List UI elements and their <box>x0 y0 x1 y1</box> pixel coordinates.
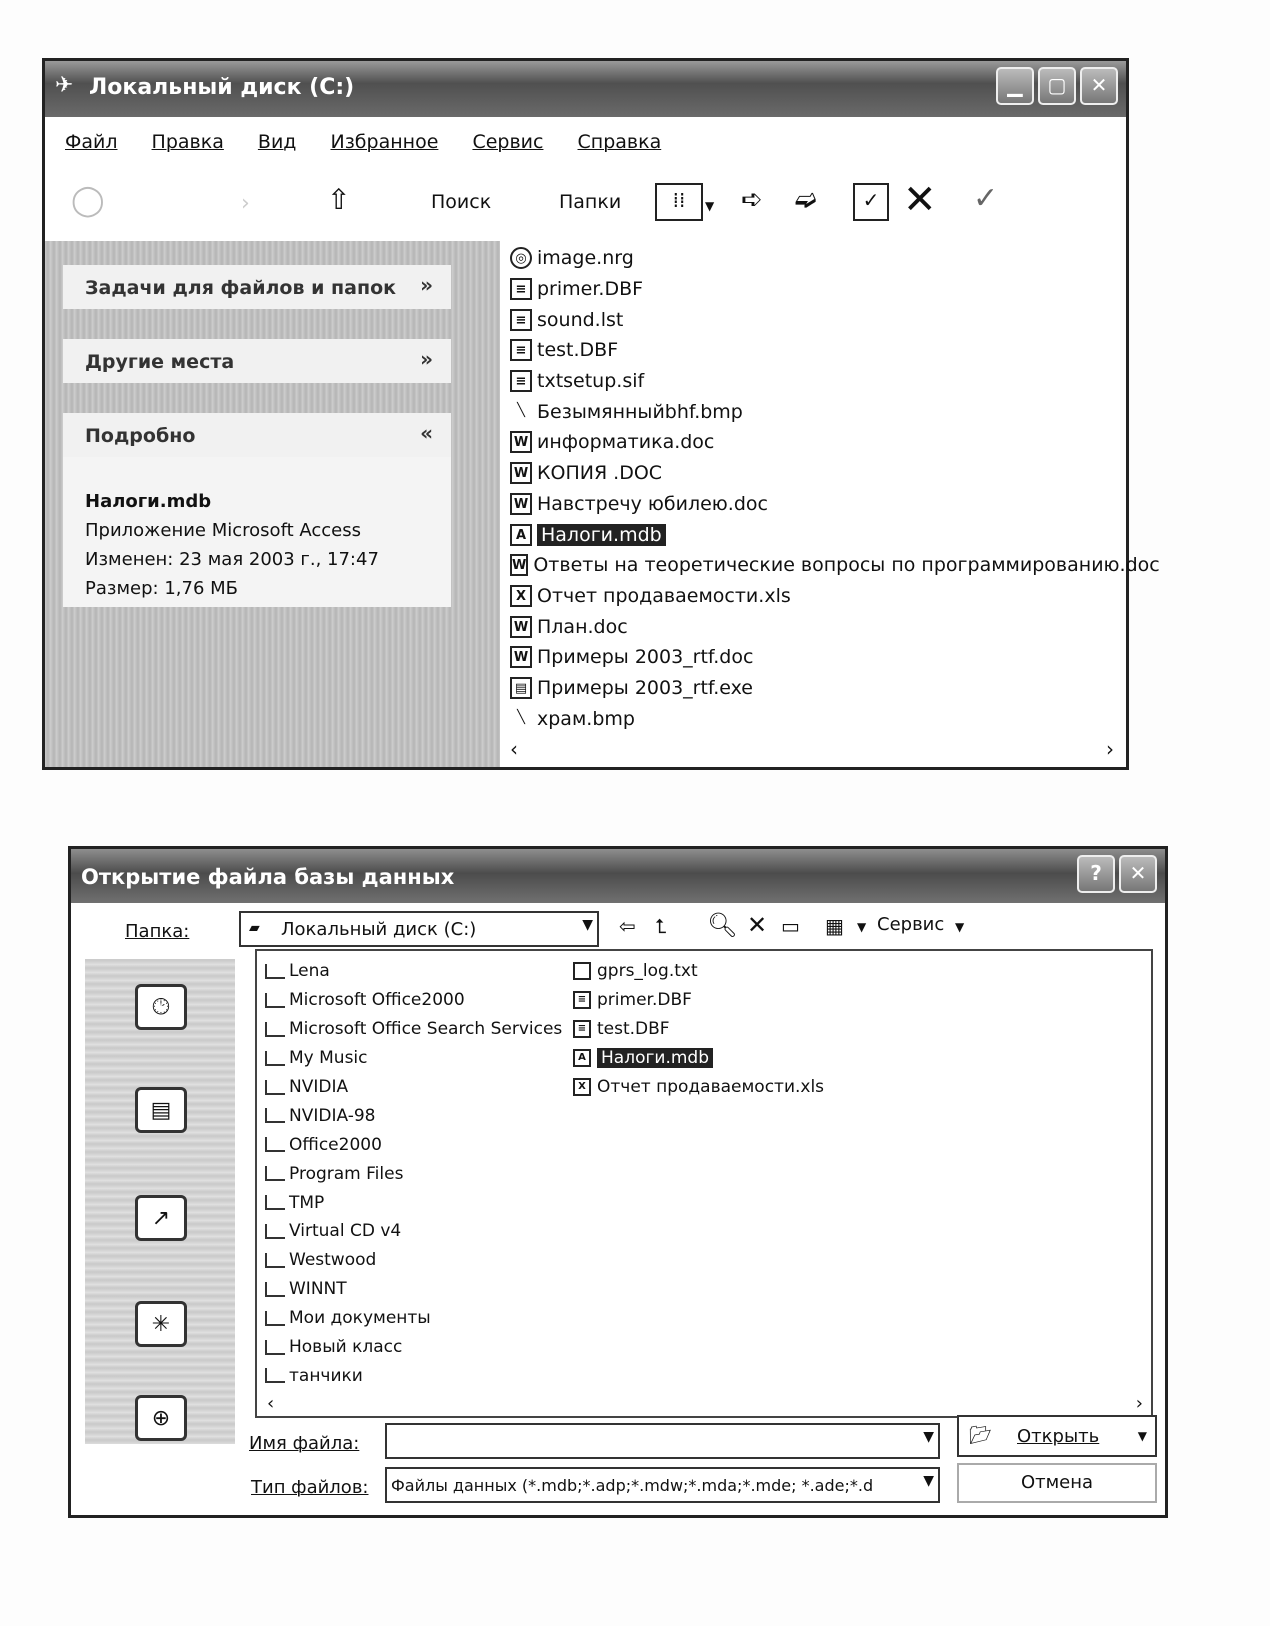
copy-to-icon[interactable]: ➫ <box>795 185 817 215</box>
file-item[interactable] <box>573 1044 824 1073</box>
word-doc-icon: W <box>510 462 532 484</box>
folder-icon <box>265 1051 285 1066</box>
folder-icon <box>265 1282 285 1297</box>
new-folder-icon[interactable]: ▭ <box>781 914 800 938</box>
folder-name: Westwood <box>289 1250 377 1271</box>
access-db-icon: A <box>510 524 532 546</box>
move-to-icon[interactable]: ➪ <box>741 185 763 215</box>
delete-icon[interactable]: ✕ <box>747 911 768 939</box>
file-name: gprs_log.txt <box>597 961 698 982</box>
details-panel <box>63 457 451 607</box>
file-name: КОПИЯ .DOC <box>537 462 663 485</box>
forward-icon[interactable]: › <box>241 191 250 216</box>
dbf-file-icon: ≡ <box>573 991 591 1009</box>
folder-item[interactable] <box>265 1159 562 1188</box>
file-item[interactable] <box>510 243 1150 274</box>
folder-icon <box>265 1137 285 1152</box>
scroll-right-icon[interactable]: › <box>1106 737 1114 761</box>
file-name: primer.DBF <box>597 990 692 1011</box>
check-icon[interactable]: ✓ <box>973 181 999 216</box>
folder-icon <box>265 993 285 1008</box>
folder-icon <box>265 1166 285 1181</box>
scroll-left-icon[interactable]: ‹ <box>267 1393 275 1414</box>
file-name: Примеры 2003_rtf.doc <box>537 646 754 669</box>
file-item[interactable] <box>510 458 1150 489</box>
folder-item[interactable] <box>265 986 562 1015</box>
details-modified: Изменен: 23 мая 2003 г., 17:47 <box>85 549 379 570</box>
folder-icon <box>265 1108 285 1123</box>
folder-name: Новый класс <box>289 1337 403 1358</box>
folder-name: Microsoft Office Search Services <box>289 1019 563 1040</box>
file-name: image.nrg <box>537 247 634 270</box>
file-name: test.DBF <box>537 339 619 362</box>
up-one-level-icon[interactable]: ⮤ <box>655 914 667 938</box>
scroll-left-icon[interactable]: ‹ <box>510 737 518 761</box>
chevron-down-icon[interactable]: ▼ <box>923 1429 934 1445</box>
file-item[interactable] <box>510 489 1150 520</box>
scroll-right-icon[interactable]: › <box>1135 1393 1143 1414</box>
file-name: sound.lst <box>537 308 624 331</box>
dialog-file-list <box>255 949 1153 1418</box>
up-folder-icon[interactable]: ⇧ <box>327 183 351 216</box>
favorites-folder-icon[interactable]: ✳ <box>135 1301 187 1347</box>
file-name: txtsetup.sif <box>537 370 645 393</box>
file-item[interactable] <box>510 581 1150 612</box>
folder-item[interactable] <box>265 957 562 986</box>
folder-name: Office2000 <box>289 1134 382 1155</box>
explorer-titlebar[interactable] <box>45 61 1126 117</box>
file-item[interactable] <box>573 1015 824 1044</box>
folder-name: танчики <box>289 1365 363 1386</box>
file-tasks-title: Задачи для файлов и папок <box>85 277 397 299</box>
file-name: primer.DBF <box>537 278 644 301</box>
menu-edit[interactable]: Правка <box>151 131 224 153</box>
file-name: Безымянныйbhf.bmp <box>537 400 743 423</box>
horizontal-scrollbar[interactable] <box>510 739 1120 761</box>
dbf-file-icon: ≡ <box>510 339 532 361</box>
folder-icon <box>265 1080 285 1095</box>
excel-file-icon: X <box>510 585 532 607</box>
file-item[interactable] <box>510 611 1150 642</box>
open-folder-icon: 📂︎ <box>969 1425 992 1446</box>
folder-icon <box>265 1224 285 1239</box>
file-column <box>573 957 824 1101</box>
file-name: информатика.doc <box>537 431 715 454</box>
folder-name: Microsoft Office2000 <box>289 990 465 1011</box>
folder-icon <box>265 1340 285 1355</box>
exe-file-icon: ▤ <box>510 677 532 699</box>
file-name: Налоги.mdb <box>537 524 666 546</box>
file-name: Отчет продаваемости.xls <box>597 1077 825 1097</box>
places-bar <box>85 959 235 1444</box>
folder-label: Папка: <box>125 921 190 942</box>
folder-name: My Music <box>289 1048 368 1069</box>
folder-item[interactable] <box>265 1361 562 1390</box>
filetype-combo[interactable] <box>385 1467 940 1503</box>
folder-item[interactable] <box>265 1304 562 1333</box>
file-item[interactable] <box>510 366 1150 397</box>
open-button-label: Открыть <box>1017 1426 1100 1447</box>
explorer-title: Локальный диск (C:) <box>89 75 355 100</box>
text-file-icon: ≡ <box>510 370 532 392</box>
folder-combo-value: Локальный диск (C:) <box>281 919 477 940</box>
details-size: Размер: 1,76 МБ <box>85 578 238 599</box>
menu-help[interactable]: Справка <box>577 131 662 153</box>
disc-image-icon: ◎ <box>510 247 532 269</box>
file-item[interactable] <box>510 550 1160 581</box>
folder-item[interactable] <box>265 1073 562 1102</box>
dbf-file-icon: ≡ <box>510 278 532 300</box>
properties-icon[interactable]: ✓ <box>853 183 889 221</box>
bitmap-icon: ╲ <box>517 402 525 418</box>
menu-file[interactable]: Файл <box>65 131 118 153</box>
dbf-file-icon: ≡ <box>573 1020 591 1038</box>
text-file-icon <box>573 962 591 980</box>
tools-menu[interactable]: Сервис <box>877 914 945 935</box>
folder-item[interactable] <box>265 1015 562 1044</box>
details-title: Подробно <box>85 425 196 447</box>
folder-icon <box>265 1022 285 1037</box>
word-doc-icon: W <box>510 616 532 638</box>
word-doc-icon: W <box>510 493 532 515</box>
folders-button[interactable]: Папки <box>559 191 622 213</box>
chevron-down-icon[interactable]: ▼ <box>582 917 593 933</box>
task-pane <box>45 241 500 767</box>
menu-bar <box>65 131 689 153</box>
dialog-title: Открытие файла базы данных <box>81 865 455 889</box>
dialog-titlebar[interactable] <box>71 849 1165 903</box>
details-filename: Налоги.mdb <box>85 491 212 512</box>
folder-icon <box>265 964 285 979</box>
folder-name: Мои документы <box>289 1308 431 1329</box>
folder-icon <box>265 1253 285 1268</box>
folder-icon <box>265 1368 285 1383</box>
file-name: Ответы на теоретические вопросы по программированию.doc <box>533 554 1160 577</box>
window-icon: ✈ <box>55 73 74 98</box>
folder-name: TMP <box>289 1192 325 1213</box>
folder-name: Lena <box>289 961 330 982</box>
file-list <box>510 243 1160 734</box>
menu-view[interactable]: Вид <box>257 131 297 153</box>
filetype-value: Файлы данных (*.mdb;*.adp;*.mdw;*.mda;*.mde; *.ade;*.d <box>391 1476 874 1495</box>
folder-name: Virtual CD v4 <box>289 1221 402 1242</box>
expand-chevron-icon[interactable]: » <box>420 273 433 297</box>
file-name: План.doc <box>537 615 628 638</box>
text-file-icon: ≡ <box>510 309 532 331</box>
delete-icon[interactable]: ✕ <box>903 177 937 223</box>
my-documents-folder-icon[interactable]: ▤ <box>135 1087 187 1133</box>
word-doc-icon: W <box>510 431 532 453</box>
folder-item[interactable] <box>265 1217 562 1246</box>
file-item[interactable] <box>510 673 1150 704</box>
file-name: Налоги.mdb <box>597 1048 713 1068</box>
folder-icon <box>265 1195 285 1210</box>
open-dropdown-icon[interactable]: ▼ <box>1137 1429 1147 1443</box>
file-item[interactable] <box>510 274 1150 305</box>
file-name: Навстречу юбилею.doc <box>537 492 768 515</box>
file-item[interactable] <box>510 427 1150 458</box>
explorer-window <box>42 58 1160 770</box>
expand-chevron-icon[interactable]: » <box>420 347 433 371</box>
desktop-icon[interactable]: ↗ <box>135 1195 187 1241</box>
search-button[interactable]: Поиск <box>431 191 492 213</box>
tools-dropdown-icon[interactable]: ▼ <box>955 920 965 934</box>
folder-icon <box>265 1311 285 1326</box>
excel-file-icon: X <box>573 1078 591 1096</box>
views-icon[interactable]: ⁞⁞ <box>655 183 703 221</box>
file-name: Отчет продаваемости.xls <box>537 584 791 607</box>
cancel-button-label: Отмена <box>1020 1472 1094 1493</box>
search-web-icon[interactable]: 🔍︎ <box>707 911 738 939</box>
other-places-title: Другие места <box>85 351 235 373</box>
open-dialog <box>68 846 1168 1518</box>
views-icon[interactable]: ▦ <box>825 914 844 938</box>
close-button[interactable]: ✕ <box>1080 67 1118 105</box>
folder-name: NVIDIA <box>289 1077 349 1097</box>
folder-column <box>265 957 562 1390</box>
menu-favorites[interactable]: Избранное <box>330 131 439 153</box>
menu-tools[interactable]: Сервис <box>472 131 544 153</box>
file-tasks-panel[interactable] <box>63 265 451 309</box>
back-arrow-icon[interactable]: ⇦ <box>619 914 636 938</box>
file-item[interactable] <box>510 396 1150 427</box>
history-folder-icon[interactable]: 🕑︎ <box>135 984 187 1030</box>
word-doc-icon: W <box>510 646 532 668</box>
folder-name: Program Files <box>289 1163 404 1184</box>
folder-item[interactable] <box>265 1188 562 1217</box>
folder-item[interactable] <box>265 1101 562 1130</box>
toolbar <box>45 179 1126 235</box>
file-item[interactable] <box>510 703 1150 734</box>
filetype-label: Тип файлов: <box>251 1477 369 1498</box>
file-item[interactable] <box>510 335 1150 366</box>
filename-combo[interactable] <box>385 1423 940 1459</box>
details-filetype: Приложение Microsoft Access <box>85 520 361 541</box>
file-item[interactable] <box>510 642 1150 673</box>
maximize-button[interactable]: ▢ <box>1038 67 1076 105</box>
file-item[interactable] <box>510 304 1150 335</box>
drive-icon: ▰ <box>249 920 260 936</box>
folder-name: NVIDIA-98 <box>289 1105 376 1126</box>
folder-item[interactable] <box>265 1044 562 1073</box>
file-name: Примеры 2003_rtf.exe <box>537 676 753 699</box>
details-panel-header[interactable] <box>63 413 451 457</box>
file-item[interactable] <box>573 1073 824 1102</box>
network-places-icon[interactable]: ⊕ <box>135 1395 187 1441</box>
views-dropdown-icon[interactable]: ▼ <box>857 920 867 934</box>
folder-item[interactable] <box>265 1275 562 1304</box>
minimize-button[interactable]: ▁ <box>996 67 1034 105</box>
filename-label: Имя файла: <box>249 1433 360 1454</box>
folder-item[interactable] <box>265 1333 562 1362</box>
folder-combo[interactable] <box>239 911 599 947</box>
folder-item[interactable] <box>265 1246 562 1275</box>
file-name: test.DBF <box>597 1019 670 1040</box>
file-item[interactable] <box>573 986 824 1015</box>
word-doc-icon: W <box>510 554 528 576</box>
file-item[interactable] <box>510 519 1150 550</box>
help-button[interactable]: ? <box>1077 855 1115 893</box>
chevron-down-icon[interactable]: ▼ <box>923 1473 934 1489</box>
back-icon[interactable]: ◯ <box>71 183 105 218</box>
cancel-button[interactable] <box>957 1463 1157 1503</box>
other-places-panel[interactable] <box>63 339 451 383</box>
file-name: храм.bmp <box>537 707 635 730</box>
folder-item[interactable] <box>265 1130 562 1159</box>
dialog-close-button[interactable]: ✕ <box>1119 855 1157 893</box>
folder-name: WINNT <box>289 1279 347 1300</box>
bitmap-icon: ╲ <box>517 709 525 725</box>
collapse-chevron-icon[interactable]: « <box>420 421 433 445</box>
access-db-icon: A <box>573 1049 591 1067</box>
open-button[interactable] <box>957 1415 1157 1457</box>
file-item[interactable] <box>573 957 824 986</box>
views-dropdown-icon[interactable]: ▼ <box>705 199 715 213</box>
